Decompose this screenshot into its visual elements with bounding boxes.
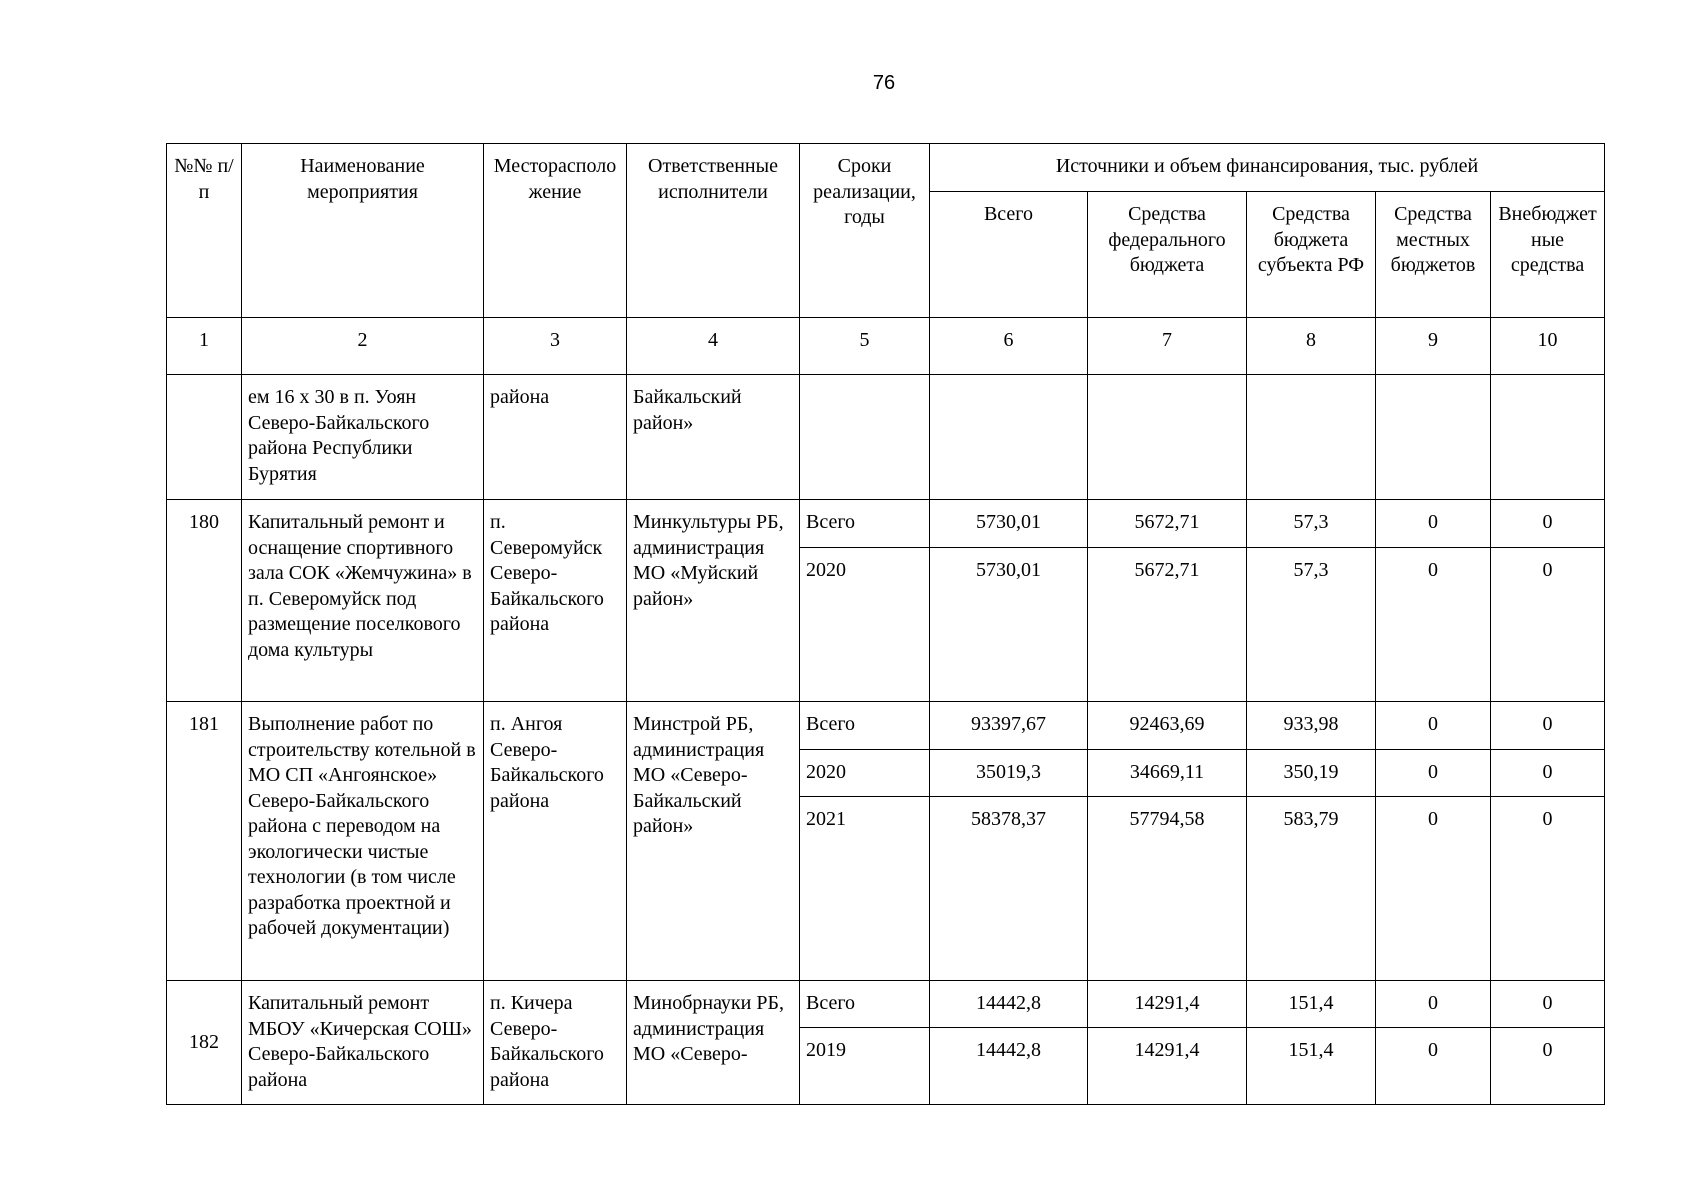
empty-cell — [1247, 375, 1376, 500]
empty-cell — [1088, 375, 1247, 500]
item-federal: 34669,11 — [1088, 750, 1247, 797]
item-period: Всего — [800, 500, 930, 548]
item-local: 0 — [1376, 500, 1491, 548]
item-location: п. Северомуйск Северо-Байкальского района — [484, 500, 627, 702]
header-total: Всего — [930, 192, 1088, 318]
item-executors: Минкультуры РБ, администрация МО «Муйский район» — [627, 500, 800, 702]
table-row — [167, 500, 1605, 548]
item-period: 2020 — [800, 750, 930, 797]
item-total: 14442,8 — [930, 981, 1088, 1028]
item-name: Капитальный ремонт и оснащение спортивного зала СОК «Жемчужина» в п. Северомуйск под размещение поселкового дома культуры — [242, 500, 484, 702]
item-period: 2021 — [800, 797, 930, 981]
header-federal: Средства федерального бюджета — [1088, 192, 1247, 318]
column-number: 6 — [930, 318, 1088, 375]
column-number: 1 — [167, 318, 242, 375]
item-local: 0 — [1376, 981, 1491, 1028]
item-federal: 5672,71 — [1088, 548, 1247, 702]
table-row — [167, 702, 1605, 750]
table-row — [167, 981, 1605, 1028]
empty-cell — [930, 375, 1088, 500]
item-period: Всего — [800, 981, 930, 1028]
item-name: Выполнение работ по строительству котельной в МО СП «Ангоянское» Северо-Байкальского района с переводом на экологически чистые технологии (в том числе разработка проектной и рабочей документации) — [242, 702, 484, 981]
item-regional: 57,3 — [1247, 548, 1376, 702]
item-federal: 14291,4 — [1088, 981, 1247, 1028]
continuation-num — [167, 375, 242, 500]
item-total: 35019,3 — [930, 750, 1088, 797]
header-executors: Ответственные исполнители — [627, 144, 800, 318]
item-local: 0 — [1376, 797, 1491, 981]
item-total: 14442,8 — [930, 1028, 1088, 1105]
item-federal: 57794,58 — [1088, 797, 1247, 981]
item-local: 0 — [1376, 548, 1491, 702]
item-regional: 151,4 — [1247, 981, 1376, 1028]
item-federal: 14291,4 — [1088, 1028, 1247, 1105]
item-total: 5730,01 — [930, 500, 1088, 548]
item-period: 2020 — [800, 548, 930, 702]
header-name: Наименование мероприятия — [242, 144, 484, 318]
continuation-executors: Байкальский район» — [627, 375, 800, 500]
header-period: Сроки реализации, годы — [800, 144, 930, 318]
item-regional: 933,98 — [1247, 702, 1376, 750]
item-extra: 0 — [1491, 1028, 1605, 1105]
item-num: 181 — [167, 702, 242, 981]
header-location: Месторасположение — [484, 144, 627, 318]
item-regional: 583,79 — [1247, 797, 1376, 981]
item-period: 2019 — [800, 1028, 930, 1105]
item-executors: Минобрнауки РБ, администрация МО «Северо- — [627, 981, 800, 1105]
item-total: 93397,67 — [930, 702, 1088, 750]
empty-cell — [1376, 375, 1491, 500]
item-federal: 92463,69 — [1088, 702, 1247, 750]
item-local: 0 — [1376, 702, 1491, 750]
header-num: №№ п/п — [167, 144, 242, 318]
column-number: 4 — [627, 318, 800, 375]
item-num: 180 — [167, 500, 242, 702]
item-total: 5730,01 — [930, 548, 1088, 702]
item-executors: Минстрой РБ, администрация МО «Северо-Байкальский район» — [627, 702, 800, 981]
item-extra: 0 — [1491, 500, 1605, 548]
item-num: 182 — [167, 981, 242, 1105]
column-number: 7 — [1088, 318, 1247, 375]
continuation-row — [167, 375, 1605, 500]
header-regional: Средства бюджета субъекта РФ — [1247, 192, 1376, 318]
item-extra: 0 — [1491, 981, 1605, 1028]
item-extra: 0 — [1491, 702, 1605, 750]
item-extra: 0 — [1491, 797, 1605, 981]
column-number: 3 — [484, 318, 627, 375]
item-local: 0 — [1376, 750, 1491, 797]
item-extra: 0 — [1491, 548, 1605, 702]
column-number: 10 — [1491, 318, 1605, 375]
column-number: 2 — [242, 318, 484, 375]
item-regional: 57,3 — [1247, 500, 1376, 548]
header-extra: Внебюджетные средства — [1491, 192, 1605, 318]
page-number: 76 — [872, 72, 896, 94]
header-local: Средства местных бюджетов — [1376, 192, 1491, 318]
item-name: Капитальный ремонт МБОУ «Кичерская СОШ» Северо-Байкальского района — [242, 981, 484, 1105]
column-number: 5 — [800, 318, 930, 375]
item-federal: 5672,71 — [1088, 500, 1247, 548]
item-extra: 0 — [1491, 750, 1605, 797]
continuation-location: района — [484, 375, 627, 500]
item-period: Всего — [800, 702, 930, 750]
empty-cell — [1491, 375, 1605, 500]
item-total: 58378,37 — [930, 797, 1088, 981]
column-number-row — [167, 318, 1605, 375]
item-location: п. Ангоя Северо-Байкальского района — [484, 702, 627, 981]
item-regional: 151,4 — [1247, 1028, 1376, 1105]
continuation-name: ем 16 х 30 в п. Уоян Северо-Байкальского района Республики Бурятия — [242, 375, 484, 500]
header-financing-group: Источники и объем финансирования, тыс. рублей — [930, 144, 1605, 192]
column-number: 9 — [1376, 318, 1491, 375]
column-number: 8 — [1247, 318, 1376, 375]
item-location: п. Кичера Северо-Байкальского района — [484, 981, 627, 1105]
empty-cell — [800, 375, 930, 500]
item-regional: 350,19 — [1247, 750, 1376, 797]
financing-table — [166, 143, 1605, 1105]
header-row-1 — [167, 144, 1605, 192]
item-local: 0 — [1376, 1028, 1491, 1105]
